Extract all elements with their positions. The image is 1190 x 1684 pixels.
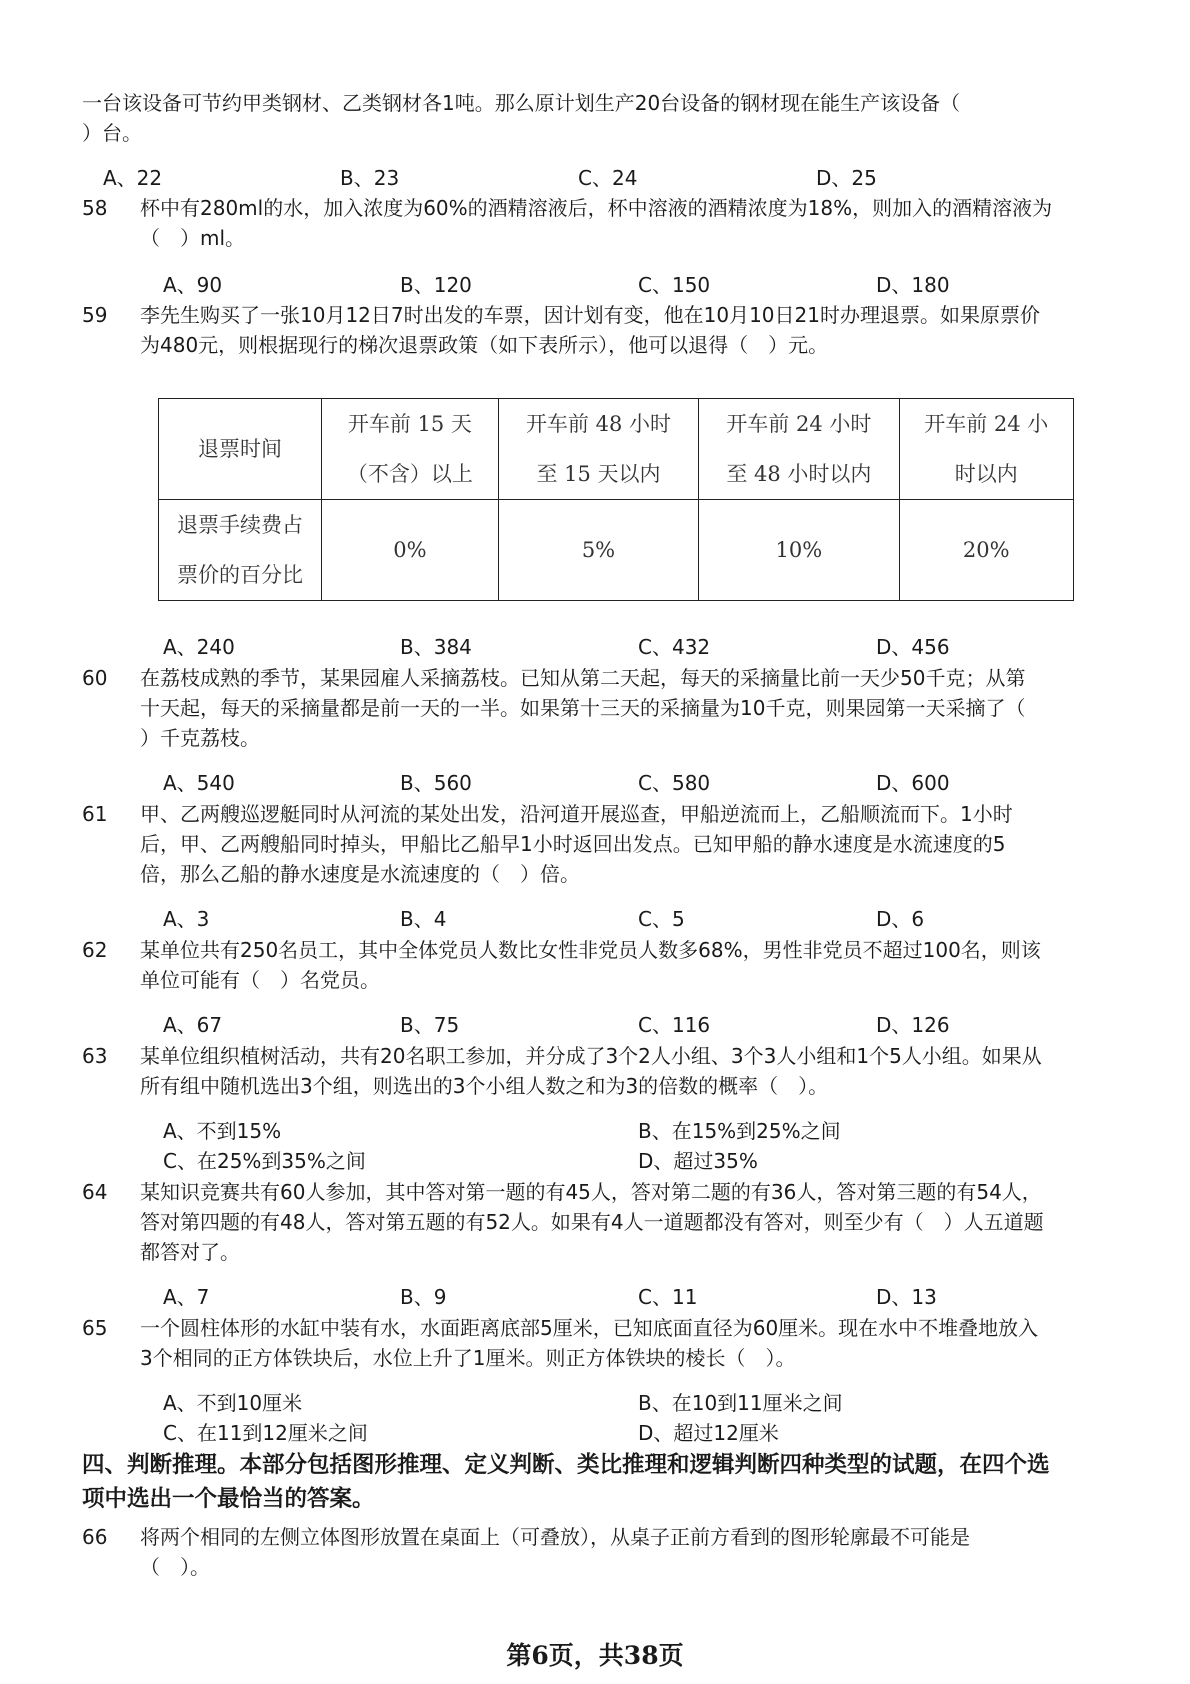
table-header-line: 退票手续费占: [177, 513, 303, 537]
q63-text-line2: 所有组中随机选出3个组，则选出的3个小组人数之和为3的倍数的概率（ ）。: [140, 1074, 829, 1098]
q61-option-b: B、4: [400, 907, 447, 931]
q63-option-a: A、不到15%: [163, 1119, 282, 1143]
q63-number: 63: [82, 1044, 108, 1068]
q63-option-b: B、在15%到25%之间: [638, 1119, 841, 1143]
q66-text-line2: （ ）。: [140, 1555, 210, 1579]
q66-number: 66: [82, 1525, 108, 1549]
table-cell-line: 开车前 24 小: [924, 412, 1049, 436]
q61-text-line1: 甲、乙两艘巡逻艇同时从河流的某处出发，沿河道开展巡查，甲船逆流而上，乙船顺流而下。1小时: [140, 802, 1013, 826]
q65-option-a: A、不到10厘米: [163, 1391, 303, 1415]
table-cell: [498, 399, 698, 500]
refund-fee-table: [158, 398, 1074, 601]
q61-option-a: A、3: [163, 907, 210, 931]
page-number-footer: 第6页，共38页: [506, 1641, 684, 1670]
q62-option-c: C、116: [638, 1013, 711, 1037]
table-header-line: 票价的百分比: [177, 563, 303, 587]
q58-option-b: B、120: [400, 273, 472, 297]
q60-option-c: C、580: [638, 771, 711, 795]
table-header-refund-time: 退票时间: [198, 437, 282, 461]
q58-text-line1: 杯中有280ml的水，加入浓度为60%的酒精溶液后，杯中溶液的酒精浓度为18%，则加入的酒精溶液为: [140, 196, 1053, 220]
q65-text-line2: 3个相同的正方体铁块后，水位上升了1厘米。则正方体铁块的棱长（ ）。: [140, 1346, 796, 1370]
q59-number: 59: [82, 303, 108, 327]
q57-text-line1: 一台该设备可节约甲类钢材、乙类钢材各1吨。那么原计划生产20台设备的钢材现在能生产该设备（: [82, 91, 961, 115]
q65-number: 65: [82, 1316, 108, 1340]
q59-option-c: C、432: [638, 635, 711, 659]
q62-number: 62: [82, 938, 108, 962]
q64-text-line3: 都答对了。: [140, 1240, 240, 1264]
table-cell: 10%: [699, 500, 899, 601]
q66-text-line1: 将两个相同的左侧立体图形放置在桌面上（可叠放），从桌子正前方看到的图形轮廓最不可能是: [140, 1525, 970, 1549]
q62-option-a: A、67: [163, 1013, 223, 1037]
q60-option-d: D、600: [876, 771, 950, 795]
q60-text-line3: ）千克荔枝。: [140, 726, 260, 750]
q57-option-a: A、22: [103, 166, 163, 190]
table-cell: [699, 399, 899, 500]
q62-option-b: B、75: [400, 1013, 460, 1037]
q59-text-line2: 为480元，则根据现行的梯次退票政策（如下表所示），他可以退得（ ）元。: [140, 333, 829, 357]
q63-option-d: D、超过35%: [638, 1149, 758, 1173]
q59-option-b: B、384: [400, 635, 472, 659]
table-cell-line: 至 48 小时以内: [726, 462, 872, 486]
q58-option-d: D、180: [876, 273, 950, 297]
q65-option-d: D、超过12厘米: [638, 1421, 779, 1445]
q64-option-c: C、11: [638, 1285, 698, 1309]
table-cell-line: 时以内: [954, 462, 1018, 486]
q63-option-c: C、在25%到35%之间: [163, 1149, 366, 1173]
q61-option-c: C、5: [638, 907, 685, 931]
q61-number: 61: [82, 802, 108, 826]
table-cell-line: （不含）以上: [346, 462, 473, 486]
q64-number: 64: [82, 1180, 108, 1204]
table-row-header: [159, 500, 322, 601]
q59-text-line1: 李先生购买了一张10月12日7时出发的车票，因计划有变，他在10月10日21时办理退票。如果原票价: [140, 303, 1040, 327]
q62-text-line1: 某单位共有250名员工，其中全体党员人数比女性非党员人数多68%，男性非党员不超过100名，则该: [140, 938, 1041, 962]
q60-option-a: A、540: [163, 771, 235, 795]
q65-option-b: B、在10到11厘米之间: [638, 1391, 843, 1415]
q58-option-a: A、90: [163, 273, 223, 297]
q62-text-line2: 单位可能有（ ）名党员。: [140, 968, 380, 992]
table-row: [159, 399, 1074, 500]
q65-text-line1: 一个圆柱体形的水缸中装有水，水面距离底部5厘米，已知底面直径为60厘米。现在水中不堆叠地放入: [140, 1316, 1039, 1340]
table-cell: 20%: [899, 500, 1073, 601]
table-cell: 5%: [498, 500, 698, 601]
q59-option-d: D、456: [876, 635, 950, 659]
q57-option-b: B、23: [340, 166, 400, 190]
q57-text-line2: ）台。: [82, 121, 142, 145]
table-cell: [322, 399, 499, 500]
q61-option-d: D、6: [876, 907, 925, 931]
q61-text-line2: 后，甲、乙两艘船同时掉头，甲船比乙船早1小时返回出发点。已知甲船的静水速度是水流速度的5: [140, 832, 1006, 856]
table-cell-line: 开车前 15 天: [347, 412, 472, 436]
q57-option-c: C、24: [578, 166, 638, 190]
table-cell: 0%: [322, 500, 499, 601]
q64-option-a: A、7: [163, 1285, 210, 1309]
q59-option-a: A、240: [163, 635, 235, 659]
q60-text-line1: 在荔枝成熟的季节，某果园雇人采摘荔枝。已知从第二天起，每天的采摘量比前一天少50千克；从第: [140, 666, 1026, 690]
table-cell-line: 开车前 24 小时: [726, 412, 872, 436]
table-cell-line: 开车前 48 小时: [525, 412, 672, 436]
q58-text-line2: （ ）ml。: [140, 226, 246, 250]
q58-number: 58: [82, 196, 108, 220]
section-heading-line1: 四、判断推理。本部分包括图形推理、定义判断、类比推理和逻辑判断四种类型的试题，在四个选: [82, 1452, 1050, 1478]
q60-text-line2: 十天起，每天的采摘量都是前一天的一半。如果第十三天的采摘量为10千克，则果园第一天采摘了（: [140, 696, 1026, 720]
q64-option-b: B、9: [400, 1285, 447, 1309]
q61-text-line3: 倍，那么乙船的静水速度是水流速度的（ ）倍。: [140, 862, 580, 886]
q63-text-line1: 某单位组织植树活动，共有20名职工参加，并分成了3个2人小组、3个3人小组和1个5人小组。如果从: [140, 1044, 1042, 1068]
q57-option-d: D、25: [816, 166, 877, 190]
q60-option-b: B、560: [400, 771, 472, 795]
q64-text-line2: 答对第四题的有48人，答对第五题的有52人。如果有4人一道题都没有答对，则至少有（ ）人五道题: [140, 1210, 1044, 1234]
q58-option-c: C、150: [638, 273, 711, 297]
table-cell-line: 至 15 天以内: [536, 462, 661, 486]
q65-option-c: C、在11到12厘米之间: [163, 1421, 368, 1445]
table-row-header: [159, 399, 322, 500]
q60-number: 60: [82, 666, 108, 690]
q64-option-d: D、13: [876, 1285, 937, 1309]
table-row: [159, 500, 1074, 601]
q62-option-d: D、126: [876, 1013, 950, 1037]
section-heading-line2: 项中选出一个最恰当的答案。: [82, 1486, 375, 1512]
table-cell: [899, 399, 1073, 500]
q64-text-line1: 某知识竞赛共有60人参加，其中答对第一题的有45人，答对第二题的有36人，答对第三题的有54人，: [140, 1180, 1042, 1204]
